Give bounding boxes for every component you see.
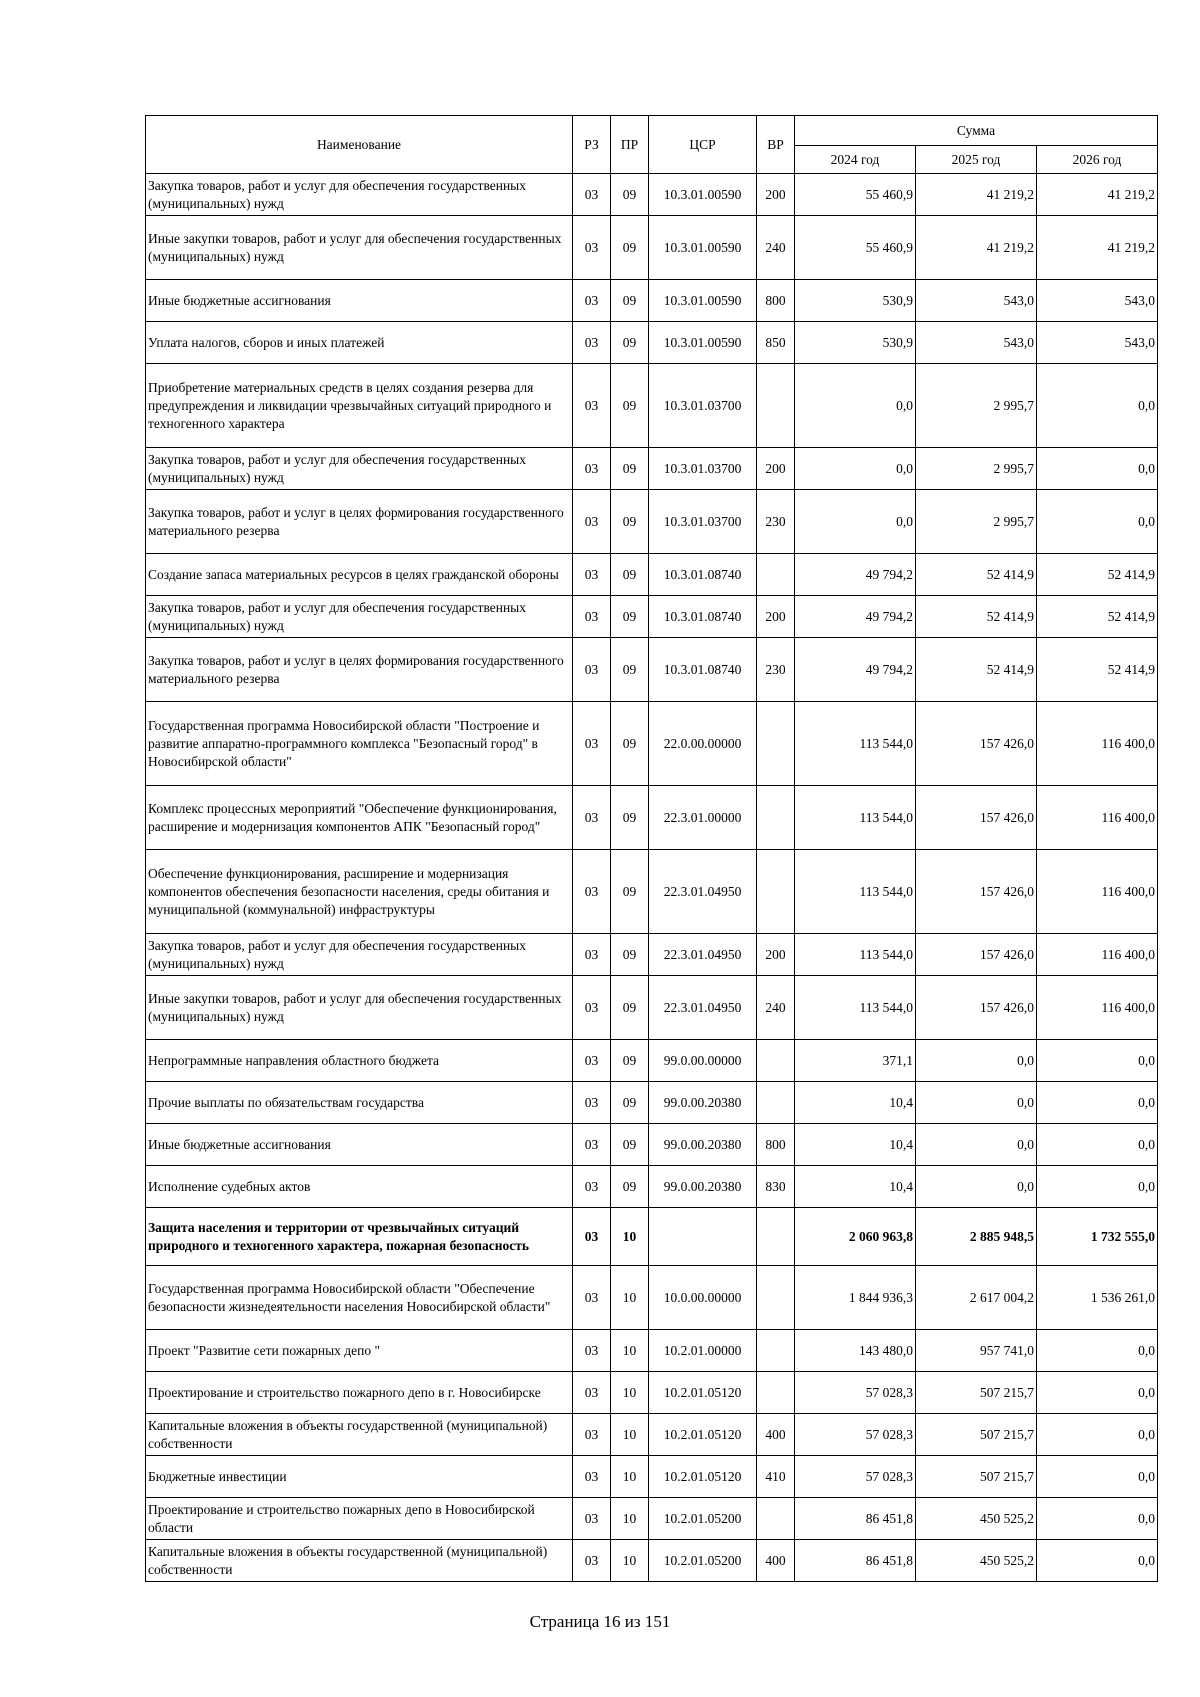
cell-csr: 10.2.01.05120 (649, 1456, 757, 1498)
cell-rz: 03 (573, 490, 611, 554)
cell-name: Приобретение материальных средств в целях создания резерва для предупреждения и ликвидации чрезвычайных ситуаций природного и техногенного характера (146, 364, 573, 448)
cell-name: Комплекс процессных мероприятий "Обеспечение функционирования, расширение и модернизация компонентов АПК "Безопасный город" (146, 786, 573, 850)
cell-csr: 10.3.01.08740 (649, 596, 757, 638)
budget-table (145, 115, 1158, 1582)
cell-vr: 200 (757, 934, 795, 976)
cell-name: Иные бюджетные ассигнования (146, 280, 573, 322)
cell-2024: 0,0 (795, 490, 916, 554)
cell-2024: 55 460,9 (795, 174, 916, 216)
cell-2025: 157 426,0 (916, 934, 1037, 976)
cell-rz: 03 (573, 638, 611, 702)
cell-2024: 0,0 (795, 364, 916, 448)
header-name: Наименование (146, 116, 573, 174)
cell-name: Создание запаса материальных ресурсов в целях гражданской обороны (146, 554, 573, 596)
cell-name: Проектирование и строительство пожарных депо в Новосибирской области (146, 1498, 573, 1540)
table-row (146, 490, 1158, 554)
table-row (146, 1372, 1158, 1414)
cell-2025: 2 995,7 (916, 364, 1037, 448)
cell-2024: 57 028,3 (795, 1414, 916, 1456)
cell-vr (757, 1266, 795, 1330)
cell-2025: 507 215,7 (916, 1456, 1037, 1498)
cell-csr: 10.3.01.00590 (649, 174, 757, 216)
table-row (146, 364, 1158, 448)
cell-vr (757, 702, 795, 786)
cell-csr: 99.0.00.20380 (649, 1124, 757, 1166)
cell-2026: 52 414,9 (1037, 596, 1158, 638)
cell-rz: 03 (573, 554, 611, 596)
cell-vr: 400 (757, 1414, 795, 1456)
cell-2024: 49 794,2 (795, 596, 916, 638)
cell-2026: 0,0 (1037, 1124, 1158, 1166)
table-row (146, 322, 1158, 364)
cell-vr: 200 (757, 596, 795, 638)
cell-2025: 0,0 (916, 1124, 1037, 1166)
cell-vr: 200 (757, 448, 795, 490)
cell-rz: 03 (573, 596, 611, 638)
cell-rz: 03 (573, 448, 611, 490)
cell-rz: 03 (573, 322, 611, 364)
cell-2026: 52 414,9 (1037, 638, 1158, 702)
cell-pr: 09 (611, 976, 649, 1040)
cell-2025: 41 219,2 (916, 216, 1037, 280)
table-header (146, 116, 1158, 174)
cell-2024: 10,4 (795, 1124, 916, 1166)
cell-2024: 113 544,0 (795, 702, 916, 786)
table-row (146, 1166, 1158, 1208)
cell-2025: 0,0 (916, 1082, 1037, 1124)
cell-pr: 09 (611, 638, 649, 702)
cell-name: Государственная программа Новосибирской области "Обеспечение безопасности жизнедеятельности населения Новосибирской области" (146, 1266, 573, 1330)
cell-2026: 543,0 (1037, 322, 1158, 364)
table-row (146, 1540, 1158, 1582)
cell-pr: 10 (611, 1330, 649, 1372)
cell-2026: 0,0 (1037, 1456, 1158, 1498)
cell-2025: 157 426,0 (916, 786, 1037, 850)
cell-name: Иные бюджетные ассигнования (146, 1124, 573, 1166)
cell-pr: 10 (611, 1372, 649, 1414)
cell-rz: 03 (573, 1414, 611, 1456)
cell-rz: 03 (573, 1040, 611, 1082)
cell-pr: 10 (611, 1540, 649, 1582)
table-row (146, 216, 1158, 280)
cell-2024: 113 544,0 (795, 976, 916, 1040)
cell-vr (757, 1372, 795, 1414)
cell-pr: 09 (611, 322, 649, 364)
cell-csr: 10.3.01.08740 (649, 554, 757, 596)
table-body (146, 174, 1158, 1582)
cell-2025: 543,0 (916, 280, 1037, 322)
cell-vr: 240 (757, 976, 795, 1040)
cell-2026: 116 400,0 (1037, 702, 1158, 786)
cell-vr: 800 (757, 1124, 795, 1166)
header-year-2025: 2025 год (916, 146, 1037, 174)
cell-2025: 450 525,2 (916, 1498, 1037, 1540)
cell-name: Закупка товаров, работ и услуг в целях формирования государственного материального резерва (146, 638, 573, 702)
table-row (146, 1414, 1158, 1456)
cell-vr (757, 554, 795, 596)
cell-rz: 03 (573, 280, 611, 322)
cell-rz: 03 (573, 1208, 611, 1266)
table-row (146, 702, 1158, 786)
table-row (146, 1266, 1158, 1330)
cell-2026: 0,0 (1037, 1082, 1158, 1124)
cell-csr: 10.0.00.00000 (649, 1266, 757, 1330)
cell-2024: 55 460,9 (795, 216, 916, 280)
cell-name: Исполнение судебных актов (146, 1166, 573, 1208)
cell-2026: 116 400,0 (1037, 850, 1158, 934)
cell-2025: 52 414,9 (916, 596, 1037, 638)
cell-csr: 10.2.01.05120 (649, 1414, 757, 1456)
cell-vr: 230 (757, 638, 795, 702)
cell-vr (757, 1498, 795, 1540)
cell-rz: 03 (573, 786, 611, 850)
cell-pr: 09 (611, 364, 649, 448)
table-row (146, 1498, 1158, 1540)
cell-rz: 03 (573, 1266, 611, 1330)
table-row (146, 1208, 1158, 1266)
cell-rz: 03 (573, 174, 611, 216)
cell-rz: 03 (573, 1456, 611, 1498)
cell-rz: 03 (573, 1540, 611, 1582)
cell-2025: 52 414,9 (916, 638, 1037, 702)
cell-vr (757, 850, 795, 934)
table-row (146, 280, 1158, 322)
cell-2024: 10,4 (795, 1082, 916, 1124)
cell-pr: 09 (611, 850, 649, 934)
cell-vr (757, 1082, 795, 1124)
cell-name: Бюджетные инвестиции (146, 1456, 573, 1498)
cell-2025: 450 525,2 (916, 1540, 1037, 1582)
cell-2026: 116 400,0 (1037, 934, 1158, 976)
cell-2024: 530,9 (795, 322, 916, 364)
table-row (146, 786, 1158, 850)
table-row (146, 448, 1158, 490)
cell-name: Закупка товаров, работ и услуг для обеспечения государственных (муниципальных) нужд (146, 174, 573, 216)
cell-rz: 03 (573, 1330, 611, 1372)
cell-name: Непрограммные направления областного бюджета (146, 1040, 573, 1082)
table-row (146, 1082, 1158, 1124)
header-year-2024: 2024 год (795, 146, 916, 174)
cell-rz: 03 (573, 1166, 611, 1208)
cell-name: Закупка товаров, работ и услуг для обеспечения государственных (муниципальных) нужд (146, 934, 573, 976)
cell-csr: 10.2.01.00000 (649, 1330, 757, 1372)
cell-2026: 0,0 (1037, 490, 1158, 554)
cell-2025: 543,0 (916, 322, 1037, 364)
cell-name: Иные закупки товаров, работ и услуг для обеспечения государственных (муниципальных) нужд (146, 976, 573, 1040)
cell-2025: 157 426,0 (916, 976, 1037, 1040)
cell-2026: 543,0 (1037, 280, 1158, 322)
cell-name: Закупка товаров, работ и услуг в целях формирования государственного материального резерва (146, 490, 573, 554)
cell-vr: 240 (757, 216, 795, 280)
cell-2025: 507 215,7 (916, 1414, 1037, 1456)
cell-vr (757, 1208, 795, 1266)
cell-rz: 03 (573, 216, 611, 280)
cell-name: Капитальные вложения в объекты государственной (муниципальной) собственности (146, 1414, 573, 1456)
cell-csr: 99.0.00.00000 (649, 1040, 757, 1082)
cell-2024: 530,9 (795, 280, 916, 322)
header-rz: РЗ (573, 116, 611, 174)
cell-pr: 09 (611, 1040, 649, 1082)
cell-2026: 1 536 261,0 (1037, 1266, 1158, 1330)
cell-2025: 957 741,0 (916, 1330, 1037, 1372)
cell-vr: 830 (757, 1166, 795, 1208)
cell-csr: 99.0.00.20380 (649, 1082, 757, 1124)
cell-2024: 49 794,2 (795, 554, 916, 596)
cell-2024: 143 480,0 (795, 1330, 916, 1372)
cell-name: Прочие выплаты по обязательствам государства (146, 1082, 573, 1124)
cell-2025: 157 426,0 (916, 850, 1037, 934)
cell-2026: 0,0 (1037, 364, 1158, 448)
cell-csr (649, 1208, 757, 1266)
cell-2026: 41 219,2 (1037, 216, 1158, 280)
table-row (146, 554, 1158, 596)
cell-csr: 10.2.01.05200 (649, 1498, 757, 1540)
cell-csr: 99.0.00.20380 (649, 1166, 757, 1208)
cell-csr: 10.3.01.03700 (649, 490, 757, 554)
cell-2026: 0,0 (1037, 1330, 1158, 1372)
cell-csr: 10.3.01.03700 (649, 448, 757, 490)
cell-2026: 52 414,9 (1037, 554, 1158, 596)
cell-2025: 507 215,7 (916, 1372, 1037, 1414)
cell-2024: 2 060 963,8 (795, 1208, 916, 1266)
cell-pr: 09 (611, 1166, 649, 1208)
cell-vr: 410 (757, 1456, 795, 1498)
cell-2025: 0,0 (916, 1040, 1037, 1082)
cell-pr: 09 (611, 786, 649, 850)
cell-csr: 22.0.00.00000 (649, 702, 757, 786)
table-row (146, 1330, 1158, 1372)
cell-rz: 03 (573, 1124, 611, 1166)
cell-pr: 09 (611, 448, 649, 490)
cell-csr: 10.3.01.08740 (649, 638, 757, 702)
cell-2026: 0,0 (1037, 1166, 1158, 1208)
cell-csr: 10.3.01.00590 (649, 216, 757, 280)
cell-csr: 10.2.01.05120 (649, 1372, 757, 1414)
cell-vr: 850 (757, 322, 795, 364)
cell-rz: 03 (573, 1372, 611, 1414)
cell-pr: 10 (611, 1414, 649, 1456)
cell-pr: 09 (611, 596, 649, 638)
cell-2025: 52 414,9 (916, 554, 1037, 596)
cell-2024: 49 794,2 (795, 638, 916, 702)
cell-vr: 230 (757, 490, 795, 554)
cell-2026: 116 400,0 (1037, 786, 1158, 850)
cell-2026: 116 400,0 (1037, 976, 1158, 1040)
cell-name: Капитальные вложения в объекты государственной (муниципальной) собственности (146, 1540, 573, 1582)
cell-2025: 2 885 948,5 (916, 1208, 1037, 1266)
cell-rz: 03 (573, 364, 611, 448)
cell-rz: 03 (573, 702, 611, 786)
cell-pr: 09 (611, 490, 649, 554)
table-row (146, 934, 1158, 976)
cell-csr: 22.3.01.04950 (649, 850, 757, 934)
cell-pr: 10 (611, 1208, 649, 1266)
cell-2026: 0,0 (1037, 1540, 1158, 1582)
cell-2024: 113 544,0 (795, 786, 916, 850)
cell-rz: 03 (573, 1082, 611, 1124)
table-row (146, 596, 1158, 638)
page-number: Страница 16 из 151 (529, 1612, 671, 1631)
cell-2025: 2 617 004,2 (916, 1266, 1037, 1330)
cell-name: Государственная программа Новосибирской области "Построение и развитие аппаратно-программного комплекса "Безопасный город" в Новосибирской области" (146, 702, 573, 786)
table-row (146, 976, 1158, 1040)
cell-csr: 10.3.01.00590 (649, 322, 757, 364)
cell-2024: 113 544,0 (795, 850, 916, 934)
cell-2025: 157 426,0 (916, 702, 1037, 786)
cell-name: Обеспечение функционирования, расширение и модернизация компонентов обеспечения безопасности населения, среды обитания и муниципальной (коммунальной) инфраструктуры (146, 850, 573, 934)
cell-2024: 57 028,3 (795, 1456, 916, 1498)
cell-pr: 09 (611, 280, 649, 322)
cell-name: Проект "Развитие сети пожарных депо " (146, 1330, 573, 1372)
cell-2026: 0,0 (1037, 1498, 1158, 1540)
cell-2024: 113 544,0 (795, 934, 916, 976)
cell-pr: 09 (611, 934, 649, 976)
header-csr: ЦСР (649, 116, 757, 174)
cell-2026: 41 219,2 (1037, 174, 1158, 216)
cell-2024: 57 028,3 (795, 1372, 916, 1414)
cell-csr: 22.3.01.04950 (649, 976, 757, 1040)
cell-name: Закупка товаров, работ и услуг для обеспечения государственных (муниципальных) нужд (146, 448, 573, 490)
cell-pr: 09 (611, 216, 649, 280)
cell-2025: 41 219,2 (916, 174, 1037, 216)
cell-rz: 03 (573, 1498, 611, 1540)
cell-csr: 10.3.01.00590 (649, 280, 757, 322)
cell-vr (757, 786, 795, 850)
cell-2026: 0,0 (1037, 1414, 1158, 1456)
cell-2026: 0,0 (1037, 1372, 1158, 1414)
cell-rz: 03 (573, 850, 611, 934)
cell-csr: 10.2.01.05200 (649, 1540, 757, 1582)
table-row (146, 1456, 1158, 1498)
cell-vr: 200 (757, 174, 795, 216)
cell-2025: 2 995,7 (916, 448, 1037, 490)
cell-2024: 10,4 (795, 1166, 916, 1208)
cell-vr: 800 (757, 280, 795, 322)
cell-2024: 0,0 (795, 448, 916, 490)
cell-2026: 1 732 555,0 (1037, 1208, 1158, 1266)
cell-name: Защита населения и территории от чрезвычайных ситуаций природного и техногенного характера, пожарная безопасность (146, 1208, 573, 1266)
cell-csr: 22.3.01.00000 (649, 786, 757, 850)
cell-2024: 371,1 (795, 1040, 916, 1082)
header-pr: ПР (611, 116, 649, 174)
cell-2024: 86 451,8 (795, 1498, 916, 1540)
cell-name: Закупка товаров, работ и услуг для обеспечения государственных (муниципальных) нужд (146, 596, 573, 638)
header-sum: Сумма (795, 116, 1158, 146)
cell-2026: 0,0 (1037, 1040, 1158, 1082)
cell-vr (757, 1330, 795, 1372)
cell-2025: 0,0 (916, 1166, 1037, 1208)
table-row (146, 174, 1158, 216)
cell-rz: 03 (573, 976, 611, 1040)
cell-pr: 09 (611, 702, 649, 786)
cell-name: Иные закупки товаров, работ и услуг для обеспечения государственных (муниципальных) нужд (146, 216, 573, 280)
cell-2024: 1 844 936,3 (795, 1266, 916, 1330)
cell-csr: 22.3.01.04950 (649, 934, 757, 976)
cell-pr: 09 (611, 1124, 649, 1166)
cell-vr (757, 364, 795, 448)
table-row (146, 850, 1158, 934)
table-row (146, 1124, 1158, 1166)
cell-vr (757, 1040, 795, 1082)
table-row (146, 1040, 1158, 1082)
cell-vr: 400 (757, 1540, 795, 1582)
cell-csr: 10.3.01.03700 (649, 364, 757, 448)
table-row (146, 638, 1158, 702)
cell-2025: 2 995,7 (916, 490, 1037, 554)
cell-pr: 09 (611, 1082, 649, 1124)
cell-2026: 0,0 (1037, 448, 1158, 490)
header-year-2026: 2026 год (1037, 146, 1158, 174)
cell-pr: 10 (611, 1456, 649, 1498)
cell-2024: 86 451,8 (795, 1540, 916, 1582)
cell-name: Уплата налогов, сборов и иных платежей (146, 322, 573, 364)
cell-name: Проектирование и строительство пожарного депо в г. Новосибирске (146, 1372, 573, 1414)
cell-pr: 09 (611, 174, 649, 216)
cell-rz: 03 (573, 934, 611, 976)
cell-pr: 10 (611, 1498, 649, 1540)
cell-pr: 09 (611, 554, 649, 596)
header-vr: ВР (757, 116, 795, 174)
cell-pr: 10 (611, 1266, 649, 1330)
